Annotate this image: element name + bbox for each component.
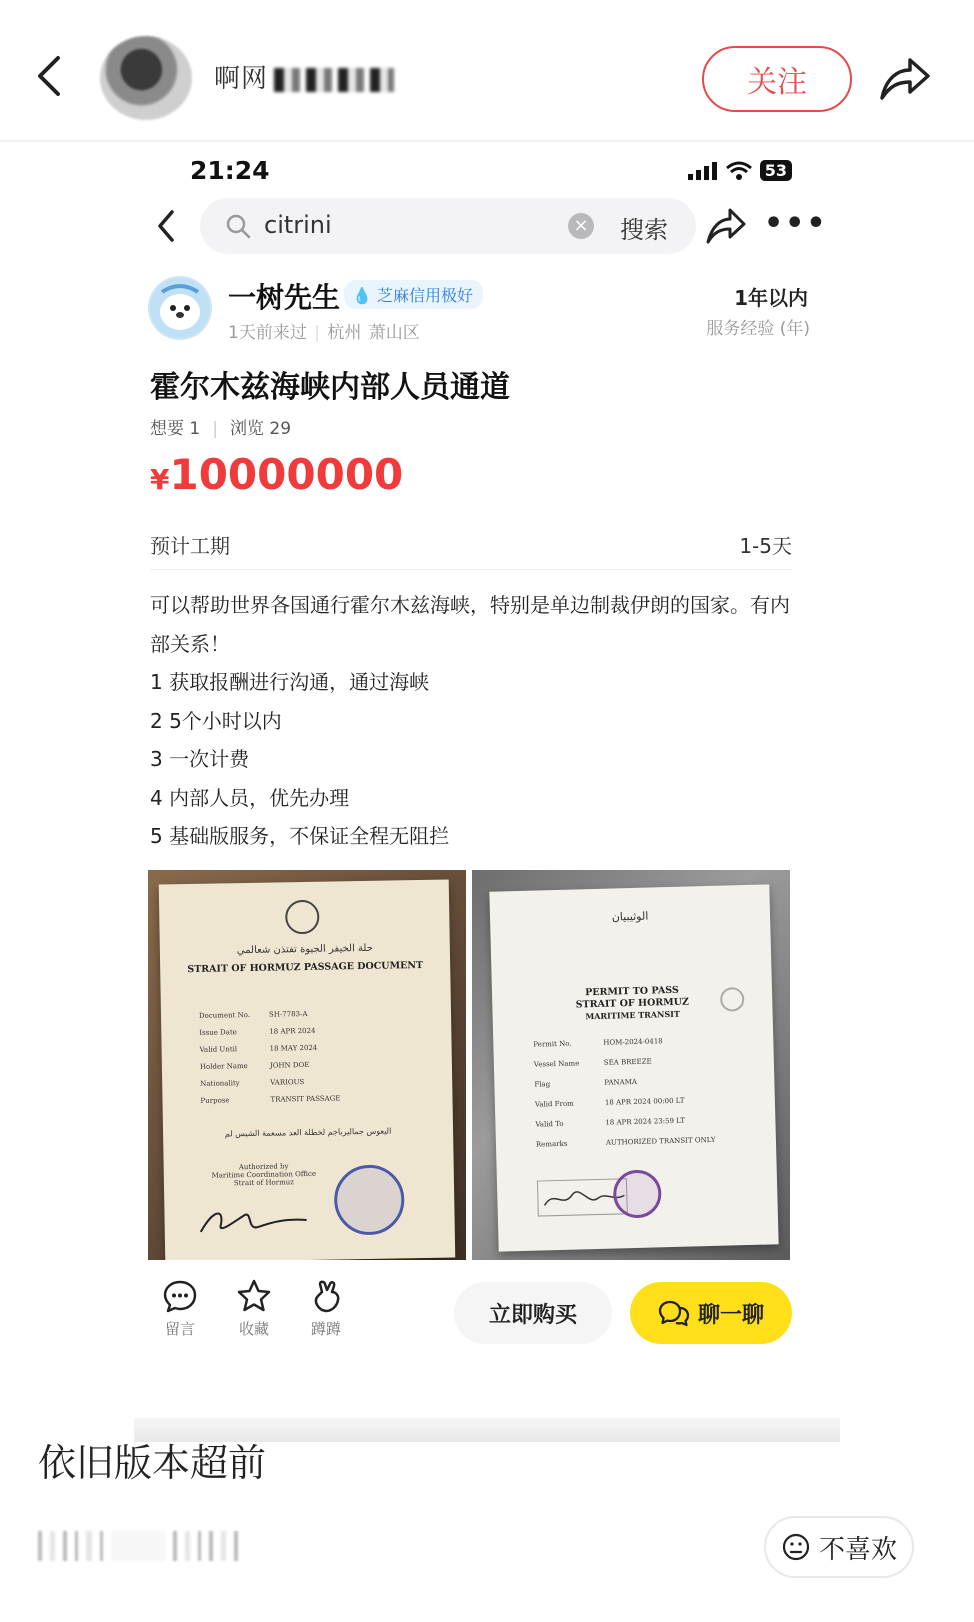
dislike-label: 不喜欢 — [818, 1534, 897, 1565]
doc-row-key: Purpose — [200, 1096, 230, 1105]
nudge-action[interactable] — [296, 1278, 356, 1339]
permit-row-key: Flag — [534, 1080, 551, 1089]
status-time: 21:24 — [190, 156, 270, 185]
credit-badge — [344, 280, 483, 309]
permit-row-key: Remarks — [535, 1139, 568, 1149]
permit-row — [533, 1037, 663, 1048]
description-intro: 可以帮助世界各国通行霍尔木兹海峡，特别是单边制裁伊朗的国家。有内部关系！ — [150, 593, 790, 656]
doc-row — [199, 1010, 308, 1020]
photo-passage-document[interactable] — [148, 870, 466, 1260]
doc-row-value: 18 MAY 2024 — [269, 1043, 318, 1053]
search-icon — [224, 212, 252, 240]
author-name-text: 啊网 — [214, 64, 269, 94]
share-arrow-icon — [876, 52, 934, 104]
permit-row-value: AUTHORIZED TRANSIT ONLY — [605, 1135, 716, 1147]
favorite-action[interactable] — [224, 1278, 284, 1339]
doc-arabic-title: حلة الخيفر الجيوة تفتذن شعالمي — [236, 942, 373, 957]
seller-avatar[interactable] — [148, 276, 212, 340]
permit-heading: STRAIT OF HORMUZ — [575, 996, 690, 1011]
search-button[interactable]: 搜索 — [620, 216, 668, 244]
permit-row — [535, 1117, 685, 1129]
favorite-label: 收藏 — [238, 1320, 269, 1338]
description-item: 4 内部人员，优先办理 — [150, 785, 350, 810]
period-value: 1-5天 — [739, 534, 792, 558]
search-field[interactable] — [200, 198, 696, 254]
doc-row-key: Holder Name — [199, 1062, 248, 1071]
doc-row-value: VARIOUS — [270, 1078, 305, 1087]
doc-row — [199, 1027, 315, 1037]
listing-description — [150, 586, 790, 856]
permit-paper — [489, 884, 778, 1251]
author-name[interactable] — [214, 58, 394, 95]
permit-row-value: PANAMA — [604, 1077, 638, 1087]
doc-row — [200, 1061, 310, 1071]
permit-heading: MARITIME TRANSIT — [585, 1008, 680, 1022]
price-value: 10000000 — [169, 450, 404, 499]
seller-district: 萧山区 — [368, 323, 420, 343]
doc-row-key: Issue Date — [199, 1028, 237, 1037]
listing-stats: 想要 1 | 浏览 29 — [150, 419, 292, 439]
status-icons — [688, 160, 792, 181]
permit-row — [534, 1058, 652, 1069]
want-count: 想要 1 — [150, 419, 201, 439]
permit-row-value: SEA BREEZE — [603, 1057, 652, 1067]
star-icon — [236, 1278, 272, 1314]
listing-price — [150, 450, 403, 499]
doc-row — [200, 1078, 304, 1088]
doc-row-value: SH-7783-A — [268, 1009, 308, 1019]
chat-bubble-icon — [658, 1299, 690, 1327]
photo-transit-permit[interactable] — [472, 870, 790, 1260]
chat-button[interactable] — [630, 1282, 792, 1344]
blurred-footer — [38, 1528, 238, 1564]
listing-title: 霍尔木兹海峡内部人员通道 — [150, 370, 510, 405]
permit-row-value: HOM-2024-0418 — [603, 1037, 663, 1047]
comment-label: 留言 — [164, 1320, 195, 1338]
experience-label: 服务经验 (年) — [706, 319, 810, 339]
permit-row-value: 18 APR 2024 00:00 LT — [604, 1096, 685, 1107]
comment-action[interactable] — [150, 1278, 210, 1339]
description-item: 5 基础版服务，不保证全程无阻拦 — [150, 824, 450, 848]
permit-heading: PERMIT TO PASS — [585, 984, 679, 999]
permit-row-key: Valid To — [535, 1119, 564, 1129]
emblem-icon — [285, 900, 320, 935]
description-item: 1 获取报酬进行沟通，通过海峡 — [150, 670, 430, 694]
post-header — [0, 0, 974, 142]
permit-row-key: Vessel Name — [533, 1059, 580, 1069]
doc-row — [200, 1094, 340, 1104]
doc-row-value: TRANSIT PASSAGE — [270, 1094, 341, 1104]
seller-city: 杭州 — [327, 323, 362, 343]
permit-row-value: 18 APR 2024 23:59 LT — [605, 1116, 686, 1127]
last-active: 1天前来过 — [228, 323, 307, 343]
doc-row-key: Valid Until — [199, 1045, 238, 1054]
seller-meta: 1天前来过 | 杭州 萧山区 — [228, 323, 420, 343]
flame-icon: 💧 — [352, 286, 372, 305]
document-paper — [159, 879, 456, 1260]
clear-icon[interactable]: × — [568, 213, 594, 239]
comment-bubble-icon — [162, 1278, 198, 1314]
permit-arabic-title: الوثيبيان — [611, 909, 649, 924]
seller-info[interactable] — [148, 276, 828, 346]
permit-row — [535, 1097, 685, 1109]
chevron-left-icon — [30, 52, 70, 100]
doc-row-value: JOHN DOE — [269, 1060, 310, 1070]
doc-authority — [204, 1162, 324, 1188]
search-bar-row — [134, 196, 840, 256]
search-query: citrini — [264, 211, 332, 239]
share-arrow-icon — [704, 204, 748, 248]
battery-indicator: 53 — [760, 160, 792, 181]
doc-row-key: Document No. — [198, 1010, 251, 1020]
listing-back-button[interactable] — [154, 208, 178, 244]
doc-row-key: Nationality — [200, 1079, 240, 1088]
blurred-username — [274, 68, 394, 92]
experience-value: 1年以内 — [734, 286, 808, 310]
period-label: 预计工期 — [150, 534, 230, 558]
doc-arabic-footer: اليعوس جماليرباجم لخطلة العد مسعمة الشيس لم — [224, 1126, 392, 1139]
post-caption: 依旧版本超前 — [38, 1441, 267, 1485]
nudge-label: 蹲蹲 — [310, 1320, 341, 1338]
currency-symbol: ¥ — [150, 463, 170, 496]
doc-row — [200, 1044, 318, 1054]
follow-button[interactable]: 关注 — [702, 46, 852, 112]
signal-icon — [688, 162, 718, 180]
more-options-icon[interactable]: ••• — [764, 206, 828, 241]
permit-row — [534, 1078, 637, 1089]
view-count: 浏览 29 — [229, 419, 292, 439]
listing-photos — [148, 870, 790, 1260]
seal-mascot-icon — [148, 276, 212, 340]
listing-action-bar — [134, 1270, 840, 1374]
signature-icon — [194, 1200, 315, 1242]
doc-heading: STRAIT OF HORMUZ PASSAGE DOCUMENT — [187, 959, 424, 976]
doc-place: Strait of Hormuz — [233, 1178, 294, 1188]
dislike-button[interactable] — [764, 1516, 914, 1578]
permit-row-key: Valid From — [534, 1099, 574, 1109]
description-item: 2 5个小时以内 — [150, 708, 282, 733]
official-stamp-icon — [334, 1164, 405, 1235]
back-button[interactable] — [30, 52, 70, 100]
doc-office: Maritime Coordination Office — [211, 1169, 317, 1180]
wifi-icon — [726, 161, 752, 181]
permit-row-key: Permit No. — [533, 1039, 572, 1049]
credit-badge-label: 芝麻信用极好 — [377, 286, 474, 305]
share-button[interactable] — [876, 52, 934, 104]
listing-share-button[interactable] — [704, 204, 748, 248]
neutral-face-icon — [781, 1532, 811, 1562]
chat-label: 聊一聊 — [697, 1302, 764, 1328]
permit-row — [536, 1136, 716, 1149]
doc-row-value: 18 APR 2024 — [269, 1026, 316, 1036]
seller-name[interactable]: 一树先生 — [228, 281, 341, 314]
permit-stamp-icon — [613, 1169, 662, 1218]
estimated-period-row — [150, 526, 792, 570]
description-item: 3 一次计费 — [150, 747, 250, 771]
buy-now-button[interactable]: 立即购买 — [454, 1282, 612, 1344]
author-avatar[interactable] — [100, 36, 192, 120]
nudge-hand-icon — [308, 1278, 344, 1314]
listing-screenshot — [134, 146, 840, 1446]
chevron-left-icon — [154, 208, 178, 244]
doc-authorized-by: Authorized by — [238, 1162, 289, 1172]
